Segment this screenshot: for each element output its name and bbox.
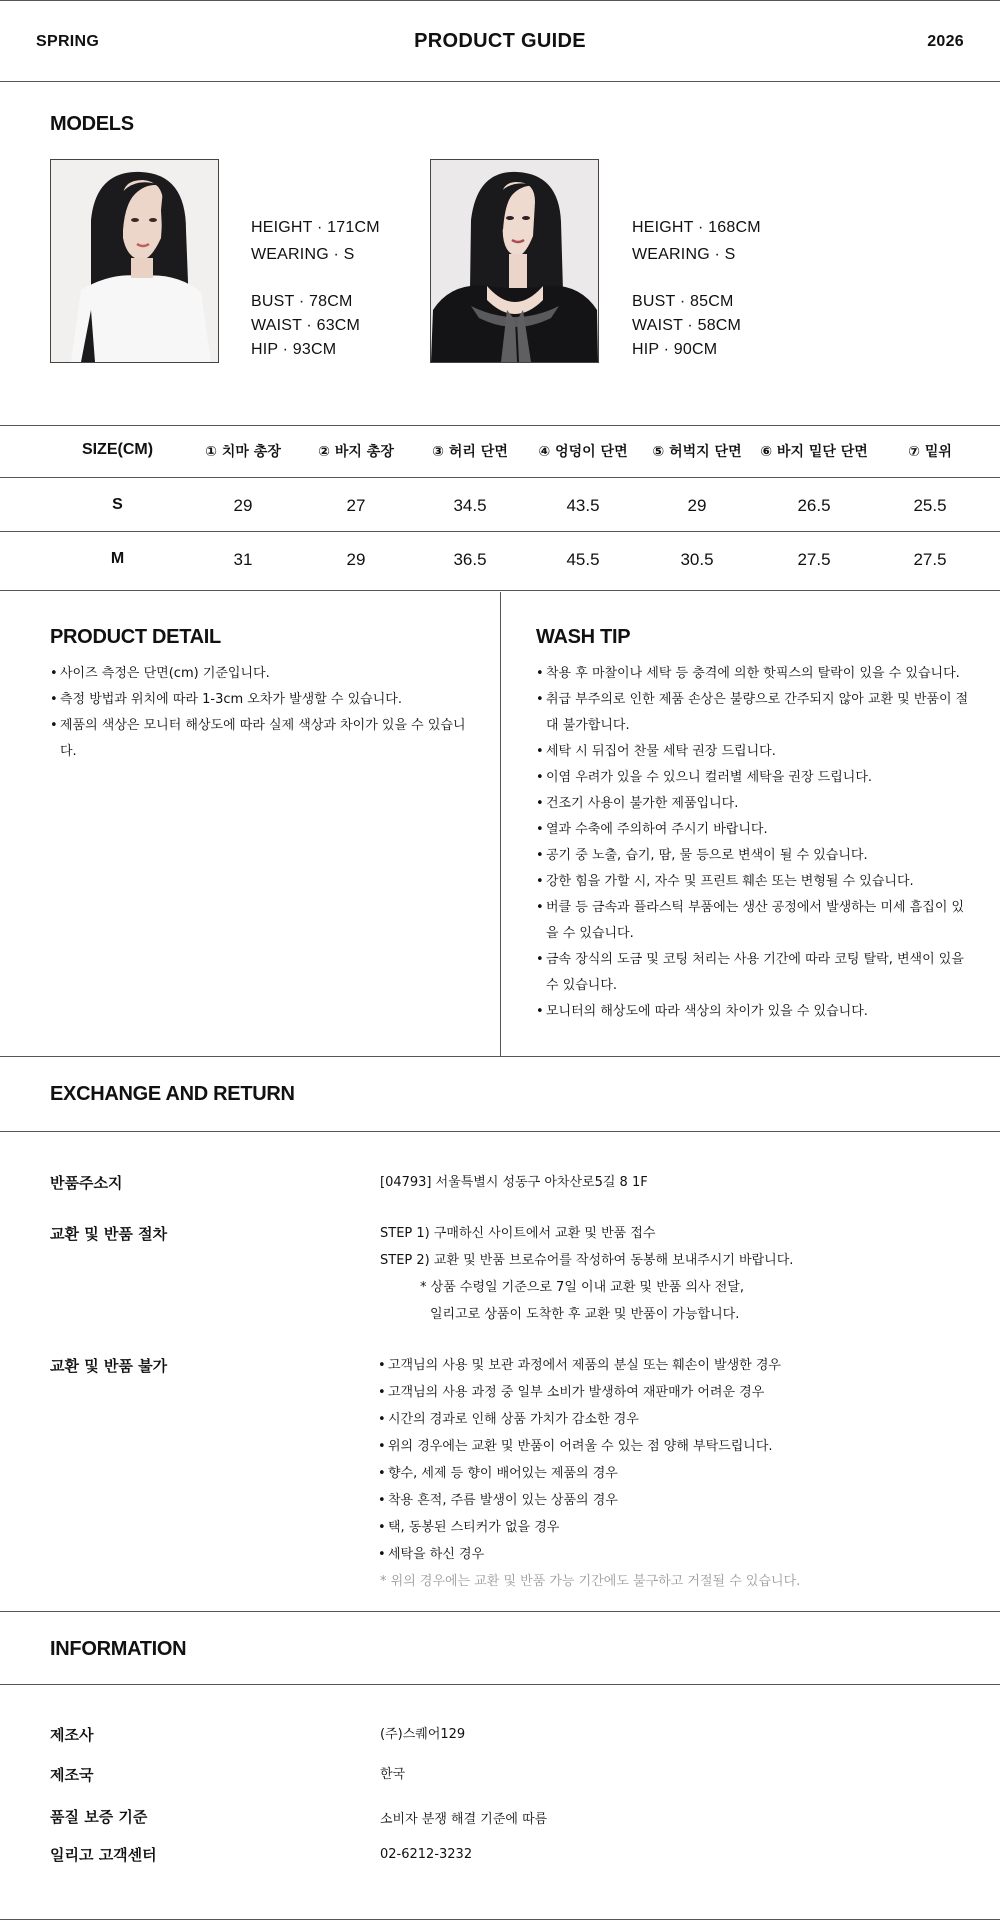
product-detail-list xyxy=(50,661,480,765)
model-1-bust: BUST · 78CM xyxy=(251,293,353,310)
model-2-bust: BUST · 85CM xyxy=(632,293,734,310)
table-cell: 34.5 xyxy=(453,496,487,515)
model-2-illustration xyxy=(431,160,598,362)
return-address: [04793] 서울특별시 성동구 아차산로5길 8 1F xyxy=(380,1175,648,1190)
model-2-stats xyxy=(632,216,761,362)
size-header: SIZE(CM) xyxy=(81,441,154,458)
quality-label: 품질 보증 기준 xyxy=(50,1808,148,1826)
season-label: SPRING xyxy=(36,33,100,50)
row-size-m: M xyxy=(110,550,125,567)
wash-tip-list xyxy=(536,661,976,1025)
page-title: PRODUCT GUIDE xyxy=(414,30,586,52)
table-cell: 27.5 xyxy=(913,550,947,569)
list-item: • 모니터의 해상도에 따라 색상의 차이가 있을 수 있습니다. xyxy=(536,999,976,1025)
list-item: • 금속 장식의 도금 및 코팅 처리는 사용 기간에 따라 코팅 탈락, 변색이 있을 수 있습니다. xyxy=(536,947,976,999)
model-1-height: HEIGHT · 171CM xyxy=(251,219,380,236)
list-item: • 강한 힘을 가할 시, 자수 및 프린트 훼손 또는 변형될 수 있습니다. xyxy=(536,869,976,895)
list-item: • 제품의 색상은 모니터 해상도에 따라 실제 색상과 차이가 있을 수 있습니다. xyxy=(50,713,480,765)
year-label: 2026 xyxy=(927,33,964,50)
model-2-height: HEIGHT · 168CM xyxy=(632,219,761,236)
list-item: • 택, 동봉된 스티커가 없을 경우 xyxy=(378,1514,978,1541)
bottom-border xyxy=(0,1919,1000,1920)
list-item: • 위의 경우에는 교환 및 반품이 어려울 수 있는 점 양해 부탁드립니다. xyxy=(378,1433,978,1460)
model-1-wearing: WEARING · S xyxy=(251,246,355,263)
table-cell: 29 xyxy=(233,496,253,515)
table-cell: 36.5 xyxy=(453,550,487,569)
table-cell: 27 xyxy=(346,496,366,515)
list-item: • 취급 부주의로 인한 제품 손상은 불량으로 간주되지 않아 교환 및 반품이 절대 불가합니다. xyxy=(536,687,976,739)
model-photo-2 xyxy=(430,159,599,363)
model-1-stats xyxy=(251,216,380,362)
top-border xyxy=(0,0,1000,1)
product-detail-title: PRODUCT DETAIL xyxy=(50,626,221,648)
model-2-waist: WAIST · 58CM xyxy=(632,317,742,334)
col-header-thigh: ⑤ 허벅지 단면 xyxy=(652,444,742,460)
list-item: • 열과 수축에 주의하여 주시기 바랍니다. xyxy=(536,817,976,843)
list-item: • 시간의 경과로 인해 상품 가치가 감소한 경우 xyxy=(378,1406,978,1433)
table-cell: 30.5 xyxy=(680,550,714,569)
size-table-bottom xyxy=(0,590,1000,591)
procedure-label: 교환 및 반품 절차 xyxy=(50,1225,168,1243)
model-1-hip: HIP · 93CM xyxy=(251,341,337,358)
list-item: • 이염 우려가 있을 수 있으니 컬러별 세탁을 권장 드립니다. xyxy=(536,765,976,791)
list-item: • 사이즈 측정은 단면(cm) 기준입니다. xyxy=(50,661,480,687)
col-header-hem: ⑥ 바지 밑단 단면 xyxy=(760,444,868,460)
manufacturer-label: 제조사 xyxy=(50,1726,94,1744)
customer-center-phone: 02-6212-3232 xyxy=(380,1847,473,1862)
restriction-list xyxy=(378,1352,978,1568)
size-table-top xyxy=(0,425,1000,426)
model-photo-1 xyxy=(50,159,219,363)
detail-section-bottom xyxy=(0,1056,1000,1057)
table-cell: 43.5 xyxy=(566,496,600,515)
col-header-hip: ④ 엉덩이 단면 xyxy=(538,444,628,460)
table-cell: 31 xyxy=(233,550,253,569)
list-item: • 건조기 사용이 불가한 제품입니다. xyxy=(536,791,976,817)
list-item: • 착용 후 마찰이나 세탁 등 충격에 의한 핫픽스의 탈락이 있을 수 있습니다. xyxy=(536,661,976,687)
table-cell: 26.5 xyxy=(797,496,831,515)
size-table-header-divider xyxy=(0,477,1000,478)
models-title: MODELS xyxy=(50,113,134,135)
exchange-section-bottom xyxy=(0,1611,1000,1612)
country-label: 제조국 xyxy=(50,1766,94,1784)
row-size-s: S xyxy=(112,496,123,513)
procedure-step-1: STEP 1) 구매하신 사이트에서 교환 및 반품 접수 xyxy=(380,1226,656,1241)
model-1-illustration xyxy=(51,160,218,362)
list-item: • 버클 등 금속과 플라스틱 부품에는 생산 공정에서 발생하는 미세 흠집이 있을 수 있습니다. xyxy=(536,895,976,947)
size-table-row-divider xyxy=(0,531,1000,532)
table-cell: 27.5 xyxy=(797,550,831,569)
country-value: 한국 xyxy=(380,1767,406,1782)
model-1-waist: WAIST · 63CM xyxy=(251,317,361,334)
col-header-waist: ③ 허리 단면 xyxy=(432,444,508,460)
header-divider xyxy=(0,81,1000,82)
column-divider xyxy=(500,592,501,1056)
table-cell: 45.5 xyxy=(566,550,600,569)
model-2-hip: HIP · 90CM xyxy=(632,341,718,358)
procedure-note-2: 일리고로 상품이 도착한 후 교환 및 반품이 가능합니다. xyxy=(430,1307,740,1322)
restriction-label: 교환 및 반품 불가 xyxy=(50,1357,168,1375)
list-item: • 세탁을 하신 경우 xyxy=(378,1541,978,1568)
list-item: • 세탁 시 뒤집어 찬물 세탁 권장 드립니다. xyxy=(536,739,976,765)
col-header-rise: ⑦ 밑위 xyxy=(908,444,952,460)
table-cell: 29 xyxy=(687,496,707,515)
model-2-wearing: WEARING · S xyxy=(632,246,736,263)
procedure-note-1: * 상품 수령일 기준으로 7일 이내 교환 및 반품 의사 전달, xyxy=(420,1280,744,1295)
information-title: INFORMATION xyxy=(50,1638,187,1660)
procedure-steps xyxy=(380,1220,793,1328)
restriction-note: * 위의 경우에는 교환 및 반품 가능 기간에도 불구하고 거절될 수 있습니다. xyxy=(380,1574,801,1589)
table-cell: 29 xyxy=(346,550,366,569)
table-cell: 25.5 xyxy=(913,496,947,515)
col-header-pants-length: ② 바지 총장 xyxy=(318,444,394,460)
list-item: • 향수, 세제 등 향이 배어있는 제품의 경우 xyxy=(378,1460,978,1487)
information-title-divider xyxy=(0,1684,1000,1685)
return-address-label: 반품주소지 xyxy=(50,1174,123,1192)
exchange-title-divider xyxy=(0,1131,1000,1132)
procedure-step-2: STEP 2) 교환 및 반품 브로슈어를 작성하여 동봉해 보내주시기 바랍니다. xyxy=(380,1253,794,1268)
quality-value: 소비자 분쟁 해결 기준에 따름 xyxy=(380,1812,548,1827)
manufacturer-value: (주)스퀘어129 xyxy=(380,1727,466,1742)
list-item: • 착용 흔적, 주름 발생이 있는 상품의 경우 xyxy=(378,1487,978,1514)
list-item: • 고객님의 사용 과정 중 일부 소비가 발생하여 재판매가 어려운 경우 xyxy=(378,1379,978,1406)
wash-tip-title: WASH TIP xyxy=(536,626,631,648)
list-item: • 고객님의 사용 및 보관 과정에서 제품의 분실 또는 훼손이 발생한 경우 xyxy=(378,1352,978,1379)
exchange-title: EXCHANGE AND RETURN xyxy=(50,1083,295,1105)
list-item: • 측정 방법과 위치에 따라 1-3cm 오차가 발생할 수 있습니다. xyxy=(50,687,480,713)
col-header-skirt-length: ① 치마 총장 xyxy=(205,444,281,460)
customer-center-label: 일리고 고객센터 xyxy=(50,1846,157,1864)
list-item: • 공기 중 노출, 습기, 땀, 물 등으로 변색이 될 수 있습니다. xyxy=(536,843,976,869)
